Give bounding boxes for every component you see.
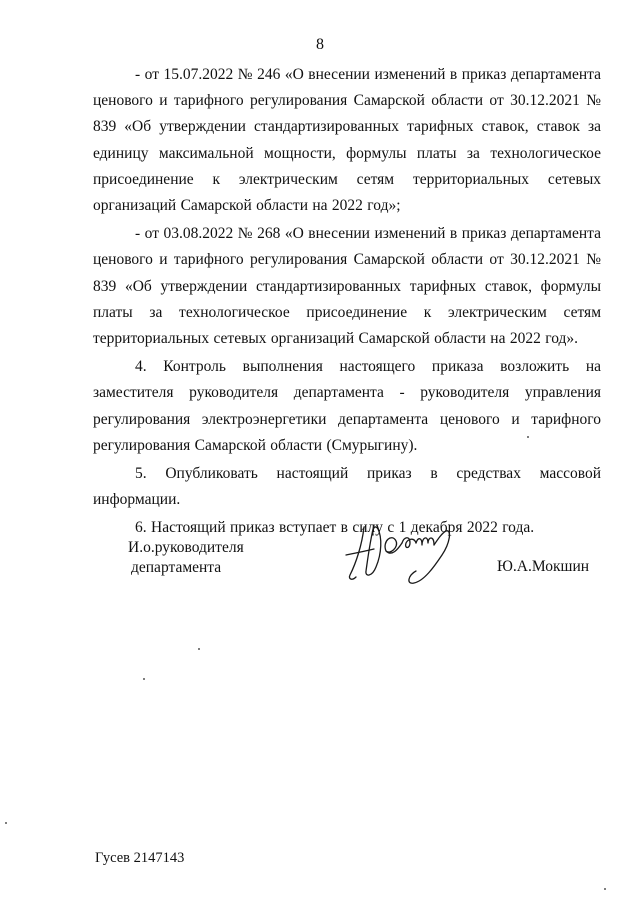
scan-speck [5, 822, 7, 824]
paragraph-item-5-publish: 5. Опубликовать настоящий приказ в средствах массовой информации. [93, 465, 601, 509]
signer-name: Ю.А.Мокшин [497, 558, 590, 575]
signer-position-line-1: И.о.руководителя [128, 539, 244, 556]
paragraph-item-4-control: 4. Контроль выполнения настоящего приказа возложить на заместителя руководителя департамента - руководителя управления регулирования электроэнергетики департамента ценового и тарифного регулирования Самарской области (Смурыгину). [93, 358, 601, 454]
handwritten-signature [342, 515, 472, 590]
page-number: 8 [316, 36, 324, 53]
scan-speck [527, 436, 529, 438]
signer-position-line-2: департамента [131, 559, 222, 576]
scan-speck [143, 678, 145, 680]
paragraph-amendment-246: - от 15.07.2022 № 246 «О внесении изменений в приказ департамента ценового и тарифного регулирования Самарской области от 30.12.2021 № 839 «Об утверждении стандартизированных тарифных ставок, ставок за единицу максимальной мощности, формулы платы за технологическое присоединение к электрическим сетям территориальных сетевых организаций Самарской области на 2022 год»; [93, 66, 601, 215]
document-body [93, 62, 601, 542]
scan-speck [198, 648, 200, 650]
paragraph-item-6-effective-date: 6. Настоящий приказ вступает в силу с 1 декабря 2022 года. [135, 519, 535, 537]
executor-contact: Гусев 2147143 [95, 850, 185, 866]
paragraph-amendment-268: - от 03.08.2022 № 268 «О внесении изменений в приказ департамента ценового и тарифного регулирования Самарской области от 30.12.2021 № 839 «Об утверждении стандартизированных тарифных ставок, формулы платы за технологическое присоединение к электрическим сетям территориальных сетевых организаций Самарской области на 2022 год». [93, 225, 601, 348]
signer-position [128, 538, 244, 578]
scan-speck [604, 888, 606, 890]
signature-block [0, 535, 640, 605]
